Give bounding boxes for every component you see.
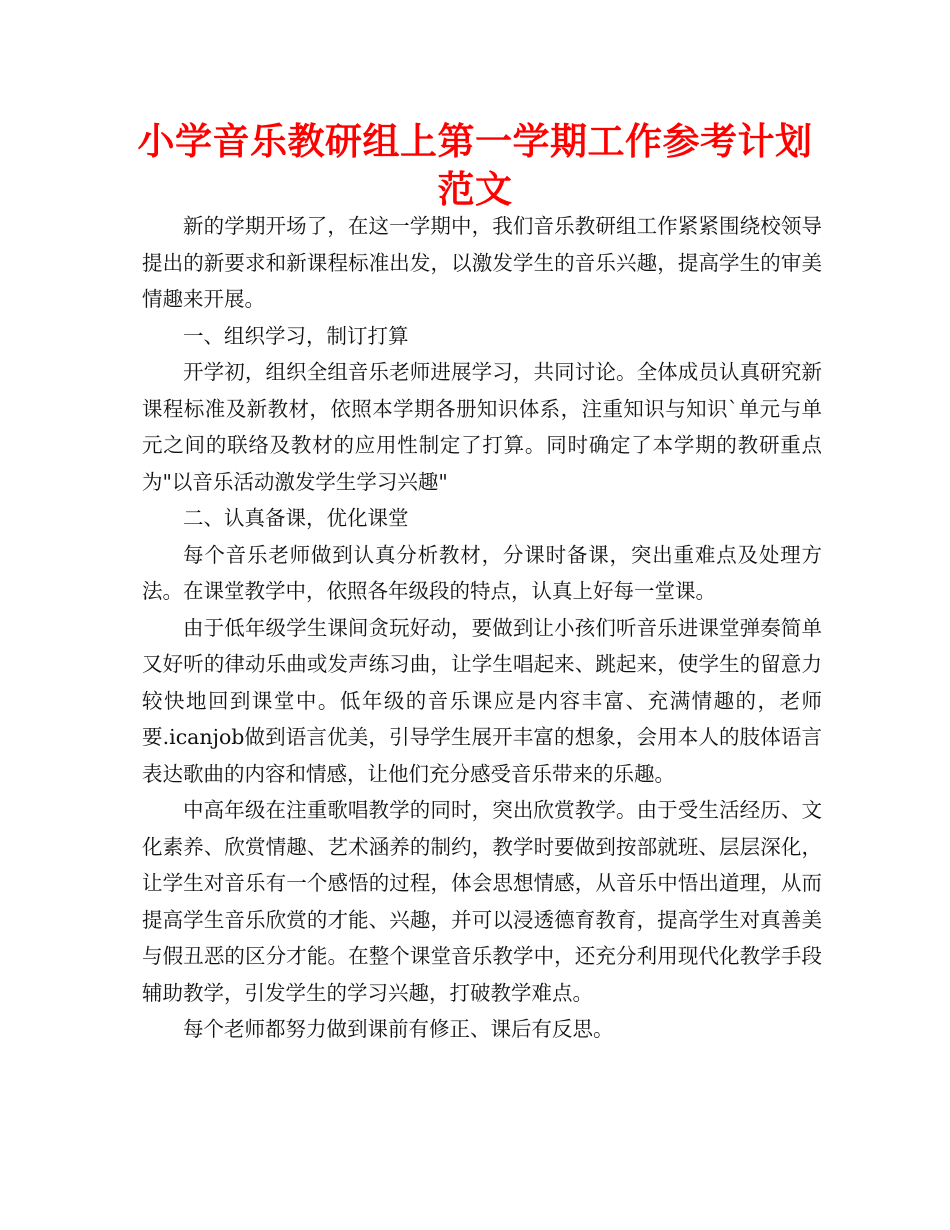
- paragraph: 开学初，组织全组音乐老师进展学习，共同讨论。全体成员认真研究新课程标准及新教材，依照本学期各册知识体系，注重知识与知识`单元与单元之间的联络及教材的应用性制定了打算。同时确定了本学期的教研重点为"以音乐活动激发学生学习兴趣": [142, 360, 822, 494]
- paragraph: 每个音乐老师做到认真分析教材，分课时备课，突出重难点及处理方法。在课堂教学中，依照各年级段的特点，认真上好每一堂课。: [142, 542, 822, 603]
- paragraph: 中高年级在注重歌唱教学的同时，突出欣赏教学。由于受生活经历、文化素养、欣赏情趣、艺术涵养的制约，教学时要做到按部就班、层层深化，让学生对音乐有一个感悟的过程，体会思想情感，从音乐中悟出道理，从而提高学生音乐欣赏的才能、兴趣，并可以浸透德育教育，提高学生对真善美与假丑恶的区分才能。在整个课堂音乐教学中，还充分利用现代化教学手段辅助教学，引发学生的学习兴趣，打破教学难点。: [142, 798, 822, 1005]
- paragraph: 由于低年级学生课间贪玩好动，要做到让小孩们听音乐进课堂弹奏简单又好听的律动乐曲或发声练习曲，让学生唱起来、跳起来，使学生的留意力较快地回到课堂中。低年级的音乐课应是内容丰富、充满情趣的，老师要.icanjob做到语言优美，引导学生展开丰富的想象，会用本人的肢体语言表达歌曲的内容和情感，让他们充分感受音乐带来的乐趣。: [142, 615, 822, 786]
- document-body: [142, 208, 822, 1048]
- document-title: [100, 118, 850, 214]
- paragraph: 每个老师都努力做到课前有修正、课后有反思。: [183, 1017, 614, 1041]
- section-heading-2: 二、认真备课，优化课堂: [183, 506, 409, 530]
- title-line-1: 小学音乐教研组上第一学期工作参考计划: [137, 120, 813, 163]
- paragraph-intro: 新的学期开场了，在这一学期中，我们音乐教研组工作紧紧围绕校领导提出的新要求和新课程标准出发，以激发学生的音乐兴趣，提高学生的审美情趣来开展。: [142, 214, 822, 311]
- title-line-2: 范文: [437, 168, 513, 211]
- section-heading-1: 一、组织学习，制订打算: [183, 323, 409, 348]
